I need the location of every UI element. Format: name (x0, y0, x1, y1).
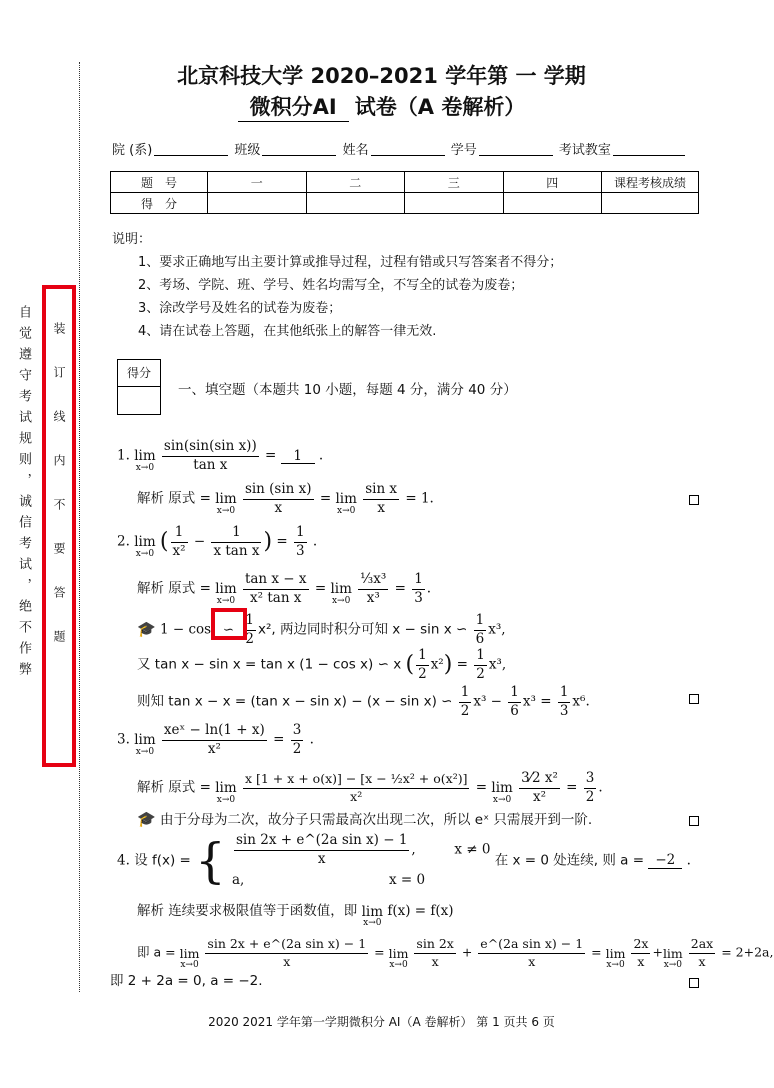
denominator: 3 (295, 542, 305, 559)
numerator: 1 (412, 573, 425, 590)
fraction (474, 614, 487, 646)
lim-sub: x→0 (180, 959, 199, 970)
table-cell: 三 (405, 172, 504, 193)
solution-text: x³, (488, 656, 507, 673)
solution-1: 解析 原式 = lim x→0 $\frac{\text{sin (sin x)}}{x}$ = lim x→0 $\frac{\text{sin x}}{x}$ = 1. (137, 481, 434, 516)
denominator: x (283, 953, 291, 969)
denominator: 3 (414, 589, 423, 606)
denominator: x (528, 953, 536, 969)
solution-4-line3: 即 2 + 2a = 0, a = −2. (110, 973, 263, 989)
solution-end: = 1. (405, 490, 434, 507)
denominator: 2 (476, 665, 485, 682)
lim-sub: x→0 (216, 794, 236, 805)
denominator: 2 (460, 702, 470, 719)
problem-text: 在 x = 0 处连续, 则 a = (494, 852, 645, 869)
numerator: sin(sin(sin x)) (162, 440, 259, 457)
answer-blank (291, 724, 304, 756)
denominator: x (317, 850, 326, 867)
solution-3-note (137, 812, 592, 828)
problem-4: 4. 设 f(x) = { $\frac{\text{sin 2x + e\textasciicircum{}(2a sin x) − 1}}{x}$ , x ≠ 0 a, x = 0 在 x = 0 处连续, 则 a = −2 . (117, 832, 691, 889)
numerator: sin (sin x) (243, 483, 314, 500)
info-label-class: 班级 (234, 143, 261, 158)
instructions-heading: 说明： (112, 232, 152, 247)
qed-mark (689, 978, 699, 988)
course-name: 微积分AⅠ (238, 91, 349, 122)
numerator: 1 (416, 649, 429, 666)
solution-text: 又 tan x − sin x = tan x (1 − cos x) ∽ x (137, 656, 402, 673)
limit-operator (491, 782, 512, 805)
solution-text: 连续要求极限值等于函数值，即 (168, 903, 358, 919)
numerator: x [1 + x + o(x)] − [x − ½x² + o(x²)] (243, 773, 470, 789)
info-label-college: 院 (系) (112, 143, 153, 158)
lim-sub: x→0 (216, 595, 236, 606)
fraction (171, 526, 188, 558)
denominator: 6 (475, 630, 485, 647)
numerator: 1 (171, 526, 188, 543)
lim-text: lim (179, 946, 200, 961)
fraction (416, 649, 429, 681)
limit-operator (330, 583, 351, 606)
fraction (584, 772, 597, 804)
lim-sub: x→0 (663, 959, 683, 970)
fraction (414, 938, 455, 968)
answer-blank (294, 526, 307, 558)
fraction (519, 772, 560, 804)
lim-sub: x→0 (135, 548, 155, 559)
denominator: x² tan x (250, 589, 302, 606)
section-score-label: 得分 (118, 360, 160, 387)
lim-sub: x→0 (135, 746, 155, 757)
numerator: sin 2x (414, 938, 455, 954)
fraction (478, 938, 585, 968)
numerator: 2x (631, 938, 650, 954)
lim-sub: x→0 (606, 959, 625, 970)
table-cell: 二 (306, 172, 405, 193)
section-score-box (117, 359, 161, 415)
numerator: e^(2a sin x) − 1 (478, 938, 585, 954)
fraction (211, 526, 261, 558)
lim-sub: x→0 (363, 918, 382, 928)
limit-operator (134, 734, 155, 757)
table-cell: 得 分 (111, 193, 208, 214)
numerator: sin 2x + e^(2a sin x) − 1 (205, 938, 368, 954)
lim-sub: x→0 (492, 794, 512, 805)
numerator: 3⁄2 x² (519, 772, 560, 789)
limit-operator (215, 493, 236, 516)
solution-text: 原式 (168, 779, 196, 796)
case-condition: x ≠ 0 (454, 841, 491, 858)
answer-blank: 1 (281, 450, 315, 465)
solution-text: = 2+2a, (721, 944, 774, 960)
fraction (558, 686, 571, 718)
table-cell (503, 193, 602, 214)
lim-text: lim (605, 946, 626, 961)
denominator: x (274, 499, 283, 516)
lim-text: lim (388, 946, 409, 961)
instructions (112, 228, 562, 343)
solution-text: 即 a = (137, 944, 176, 960)
table-cell: 题 号 (111, 172, 208, 193)
lim-text: lim (491, 780, 513, 796)
denominator: x (431, 953, 439, 969)
problem-number: 2. (117, 533, 130, 550)
table-cell (208, 193, 307, 214)
lim-sub: x→0 (216, 505, 236, 516)
fraction (234, 834, 409, 866)
case-value: a, (232, 872, 245, 888)
denominator: x² (172, 542, 186, 559)
fraction (162, 440, 259, 472)
limit-operator (180, 948, 200, 970)
lim-text: lim (215, 780, 237, 796)
solution-label: 解析 (137, 490, 164, 507)
lim-text: lim (215, 491, 237, 507)
qed-mark (689, 694, 699, 704)
answer-blank: −2 (648, 854, 682, 869)
graduation-cap-icon: 🎓 (137, 810, 156, 828)
solution-4-line2: 即 a = lim x→0 $\frac{\text{sin 2x + e\textasciicircum{}(2a sin x) − 1}}{x}$ = lim x→0 $\frac{\sin 2x}{x}$ + $\frac{\text{e\textasciicircum{}(2a sin x) − 1}}{x}$ = lim x→0 $\frac{2x}{x}$ +lim x→0 $\frac{2ax}{x}$ = 2+2a, (137, 936, 774, 970)
solution-text: f(x) = f(x) (387, 903, 454, 919)
denominator: tan x (193, 456, 228, 473)
problem-text: 设 f(x) = (134, 852, 191, 869)
solution-text: x³ = (522, 693, 552, 710)
denominator: 3 (559, 702, 569, 719)
denominator: x (637, 953, 645, 969)
denominator: 2 (585, 788, 595, 805)
solution-4 (137, 905, 454, 928)
exam-subtitle (0, 91, 763, 122)
lim-text: lim (335, 491, 357, 507)
piecewise-cases: $\frac{\text{sin 2x + e\textasciicircum{}(2a sin x) − 1}}{x}$ , x ≠ 0 a, x = 0 (232, 832, 491, 888)
numerator: tan x − x (243, 573, 309, 590)
denominator: x (698, 953, 706, 969)
lim-text: lim (330, 581, 352, 597)
hint-text: x², 两边同时积分可知 x − sin x ∽ (257, 621, 468, 638)
fraction (243, 483, 314, 515)
fraction (689, 938, 715, 968)
solution-label: 解析 (137, 779, 164, 796)
numerator: 1 (459, 686, 472, 703)
limit-operator (215, 782, 236, 805)
solution-3: 解析 原式 = lim x→0 $\frac{\text{x [1 + x + o(x)] − [x − ½x² + o(x²)]}}{\text{x²}}$ = lim x→0 $\frac{\text{3⁄2 x²}}{\text{x²}}$ = $\frac{3}{2}$ . (137, 770, 603, 805)
lim-text: lim (134, 534, 156, 550)
numerator: 1 (508, 686, 521, 703)
lim-sub: x→0 (389, 959, 408, 970)
limit-operator (663, 948, 683, 970)
denominator: x² (532, 788, 546, 805)
problem-number: 3. (117, 731, 130, 748)
lim-sub: x→0 (135, 462, 155, 473)
denominator: 2 (292, 740, 302, 757)
page-footer: 2020 2021 学年第一学期微积分 AI（A 卷解析） 第 1 页共 6 页 (208, 1015, 555, 1029)
fraction (162, 724, 267, 756)
solution-label: 解析 (137, 903, 164, 919)
hint-text: x³, (488, 621, 506, 638)
fraction (243, 573, 309, 605)
annotation-box-margin (42, 285, 76, 767)
fraction (205, 938, 368, 968)
solution-2-hint (137, 614, 506, 646)
lim-sub: x→0 (331, 595, 351, 606)
numerator: 3 (584, 772, 597, 789)
lim-text: lim (215, 581, 237, 597)
limit-operator (215, 583, 236, 606)
exam-subtitle-rest: 试卷（A 卷解析） (354, 95, 526, 119)
limit-operator (389, 948, 409, 970)
numerator: 1 (474, 649, 487, 666)
numerator: sin x (363, 483, 399, 500)
instruction-item: 3、涂改学号及姓名的试卷为废卷； (138, 301, 342, 316)
denominator: x³ (366, 589, 380, 606)
numerator: xeˣ − ln(1 + x) (162, 724, 267, 741)
problem-number: 1. (117, 447, 130, 464)
info-label-room: 考试教室 (558, 143, 611, 158)
fraction (358, 573, 388, 605)
solution-text: x² (430, 656, 444, 673)
fraction (631, 938, 650, 968)
numerator: 2ax (689, 938, 715, 954)
fraction (243, 773, 470, 803)
table-cell (306, 193, 405, 214)
numerator: 1 (211, 526, 261, 543)
table-row (111, 193, 699, 214)
section-title: 一、填空题（本题共 10 小题，每题 4 分，满分 40 分） (178, 382, 517, 398)
limit-operator (606, 948, 626, 970)
table-cell (405, 193, 504, 214)
qed-mark (689, 495, 699, 505)
table-cell: 一 (208, 172, 307, 193)
numerator: 1 (294, 526, 307, 543)
denominator: x tan x (213, 542, 260, 559)
limit-operator (134, 450, 155, 473)
problem-1: 1. lim x→0 $\frac{\text{sin(sin(sin x))}}{\text{tan x}}$ = 1 . (117, 438, 324, 473)
table-cell: 四 (503, 172, 602, 193)
case-condition: x = 0 (388, 872, 426, 888)
denominator: 2 (418, 665, 427, 682)
fraction (363, 483, 399, 515)
solution-text: 原式 (168, 490, 196, 507)
numerator: 1 (474, 614, 487, 631)
lim-text: lim (361, 903, 384, 920)
denominator: x² (350, 788, 363, 804)
lim-text: lim (134, 448, 156, 464)
denominator: 6 (510, 702, 519, 719)
fraction: $\frac{1}{2}$ (245, 612, 254, 647)
hint-text: 1 − cos (159, 621, 212, 638)
equivalence-symbol: ∽ (222, 621, 235, 638)
score-table (110, 171, 699, 214)
instruction-item: 4、请在试卷上答题，在其他纸张上的解答一律无效. (138, 324, 437, 339)
denominator: x (377, 499, 385, 516)
lim-text: lim (134, 732, 156, 748)
numerator: 3 (291, 724, 304, 741)
numerator: sin 2x + e^(2a sin x) − 1 (234, 834, 409, 851)
honor-pledge: 自觉遵守考试规则，诚信考试，绝不作弊 (16, 305, 31, 683)
student-info-row (112, 139, 687, 158)
table-cell (602, 193, 699, 214)
solution-2-line2: 又 tan x − sin x = tan x (1 − cos x) ∽ x ( $\frac{1}{2}$ x²) = $\frac{1}{2}$ x³, (137, 647, 507, 682)
instruction-item: 1、要求正确地写出主要计算或推导过程，过程有错或只写答案者不得分； (138, 255, 563, 270)
solution-label: 解析 (137, 580, 164, 597)
instruction-item: 2、考场、学院、班、学号、姓名均需写全，不写全的试卷为废卷； (138, 278, 524, 293)
numerator: ⅓x³ (358, 573, 388, 590)
info-label-name: 姓名 (342, 143, 369, 158)
qed-mark (689, 816, 699, 826)
solution-text: x⁶. (572, 693, 590, 710)
solution-text: x³ − (473, 693, 502, 710)
problem-2: 2. lim x→0 ( $\frac{1}{\text{x²}}$ − $\frac{1}{\text{x tan x}}$ ) = $\frac{1}{3}$ . (117, 524, 318, 559)
binding-warning: 装订线内不要答题 (52, 322, 66, 674)
info-label-id: 学号 (450, 143, 477, 158)
solution-text: 则知 tan x − x = (tan x − sin x) − (x − sin x) ∽ (137, 693, 453, 710)
lim-sub: x→0 (337, 505, 356, 516)
fraction (459, 686, 472, 718)
problem-number: 4. (117, 852, 130, 869)
piecewise-brace: { (195, 832, 226, 889)
binding-line (79, 62, 80, 992)
fraction (508, 686, 521, 718)
solution-note: 由于分母为二次，故分子只需最高次出现二次，所以 eˣ 只需展开到一阶. (159, 812, 593, 828)
graduation-cap-icon: 🎓 (137, 619, 156, 638)
table-cell: 课程考核成绩 (602, 172, 699, 193)
table-row (111, 172, 699, 193)
annotation-box-symbol (211, 608, 247, 640)
solution-2: 解析 原式 = lim x→0 $\frac{\text{tan x − x}}{\text{x² tan x}}$ = lim x→0 $\frac{\text{⅓x³}}{\text{x³}}$ = $\frac{1}{3}$ . (137, 571, 432, 606)
numerator: 1 (558, 686, 571, 703)
fraction (474, 649, 487, 681)
exam-title: 北京科技大学 2020–2021 学年第 一 学期 (177, 64, 586, 88)
limit-operator (361, 903, 384, 929)
problem-3: 3. lim x→0 $\frac{\text{xeˣ − ln(1 + x)}}{\text{x²}}$ = $\frac{3}{2}$ . (117, 722, 314, 757)
limit-operator (134, 536, 155, 559)
solution-text: 原式 (168, 580, 196, 597)
fraction (412, 573, 425, 605)
denominator: x² (207, 740, 221, 757)
limit-operator (335, 493, 356, 516)
solution-2-line3 (137, 686, 590, 718)
lim-text: lim (662, 946, 683, 961)
